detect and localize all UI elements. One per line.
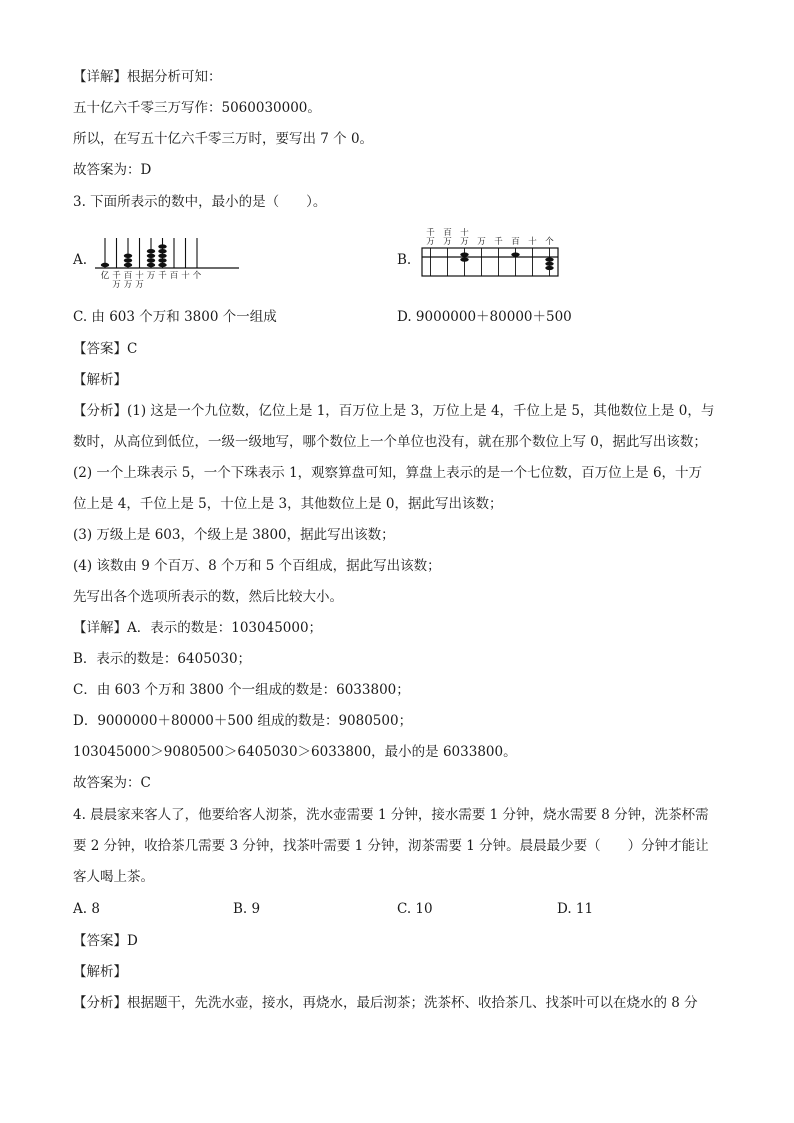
analysis-line: 先写出各个选项所表示的数，然后比较大小。 bbox=[73, 589, 343, 605]
q4-option-b: B. 9 bbox=[233, 901, 261, 917]
place-label-char: 个 bbox=[545, 237, 554, 247]
analysis-line: 【分析】根据题干，先洗水壶，接水，再烧水，最后沏茶；洗茶杯、收拾茶几、找茶叶可以在烧水的 8 分 bbox=[73, 995, 698, 1011]
place-label bbox=[181, 270, 190, 281]
place-label bbox=[170, 271, 179, 281]
analysis-heading-4: 【解析】 bbox=[73, 964, 127, 980]
bead bbox=[158, 263, 166, 267]
place-label-char: 个 bbox=[192, 271, 202, 281]
place-label-char: 十 bbox=[135, 271, 144, 281]
place-label bbox=[477, 237, 486, 247]
analysis-line: (2) 一个上珠表示 5，一个下珠表示 1，观察算盘可知，算盘上表示的是一个七位数，百万位上是 6，十万 bbox=[73, 465, 703, 481]
place-label-char: 千 bbox=[158, 271, 167, 281]
lower-bead bbox=[460, 258, 468, 262]
answer-conclusion: 故答案为：D bbox=[73, 162, 152, 178]
option-b-label: B. bbox=[397, 252, 412, 268]
bead bbox=[147, 254, 155, 258]
place-label bbox=[426, 228, 435, 247]
q4-option-c: C. 10 bbox=[397, 901, 433, 917]
place-label-char: 亿 bbox=[100, 271, 110, 281]
place-label bbox=[124, 271, 133, 290]
bead bbox=[158, 244, 166, 248]
lower-bead bbox=[545, 258, 553, 262]
place-label-char: 千 bbox=[494, 237, 503, 247]
option-a-label: A. bbox=[73, 252, 88, 268]
place-label bbox=[545, 236, 554, 247]
place-label bbox=[101, 270, 110, 281]
place-label bbox=[135, 270, 144, 290]
place-label-char: 百 bbox=[511, 237, 520, 247]
bead bbox=[147, 249, 155, 253]
place-label-char: 万 bbox=[123, 280, 133, 290]
lower-bead bbox=[545, 266, 553, 270]
bead bbox=[158, 249, 166, 253]
text-line: 所以，在写五十亿六千零三万时，要写出 7 个 0。 bbox=[73, 131, 374, 147]
text-line: 五十亿六千零三万写作：5060030000。 bbox=[73, 100, 321, 116]
detail-line: 103045000＞9080500＞6405030＞6033800，最小的是 6033800。 bbox=[73, 744, 517, 760]
option-d: D. 9000000＋80000＋500 bbox=[397, 309, 572, 325]
analysis-line: 数时，从高位到低位，一级一级地写，哪个数位上一个单位也没有，就在那个数位上写 0，据此写出该数； bbox=[73, 434, 707, 450]
bead bbox=[124, 254, 132, 258]
detail-line: D．9000000＋80000＋500 组成的数是：9080500； bbox=[73, 713, 413, 729]
place-label-char: 百 bbox=[169, 271, 179, 281]
place-label-char: 十 bbox=[181, 271, 190, 281]
bead bbox=[101, 263, 109, 267]
bead bbox=[147, 263, 155, 267]
counting-frame-a bbox=[93, 234, 243, 294]
answer-conclusion: 故答案为：C bbox=[73, 775, 151, 791]
bead bbox=[124, 263, 132, 267]
place-label-char: 十 bbox=[528, 237, 537, 247]
place-label-char: 万 bbox=[426, 237, 435, 247]
question-4: 客人喝上茶。 bbox=[73, 869, 154, 885]
place-label-char: 千 bbox=[112, 271, 121, 281]
bead bbox=[158, 258, 166, 262]
detail-line: B．表示的数是：6405030； bbox=[73, 651, 252, 667]
place-label bbox=[511, 237, 520, 247]
upper-bead bbox=[511, 253, 519, 257]
abacus-frame bbox=[422, 248, 558, 276]
analysis-heading-3: 【解析】 bbox=[73, 372, 127, 388]
detail-line: 【详解】A．表示的数是：103045000； bbox=[73, 620, 323, 636]
detail-line: C．由 603 个万和 3800 个一组成的数是：6033800； bbox=[73, 682, 410, 698]
lower-bead bbox=[545, 262, 553, 266]
place-label bbox=[494, 237, 503, 247]
place-label-char: 万 bbox=[443, 237, 452, 247]
option-c: C. 由 603 个万和 3800 个一组成 bbox=[73, 309, 277, 325]
question-4: 要 2 分钟，收拾茶几需要 3 分钟，找茶叶需要 1 分钟，沏茶需要 1 分钟。晨晨最少要（ ）分钟才能让 bbox=[73, 838, 709, 854]
place-label bbox=[460, 228, 469, 247]
place-label-char: 万 bbox=[135, 280, 144, 290]
place-label bbox=[112, 271, 121, 290]
place-label bbox=[193, 270, 202, 281]
answer-4: 【答案】D bbox=[73, 933, 138, 949]
place-label-char: 万 bbox=[146, 271, 156, 281]
place-label-char: 万 bbox=[477, 237, 486, 247]
place-label-char: 百 bbox=[123, 271, 133, 281]
q4-option-a: A. 8 bbox=[73, 901, 100, 917]
place-label bbox=[158, 271, 167, 281]
analysis-line: (3) 万级上是 603，个级上是 3800，据此写出该数； bbox=[73, 527, 395, 543]
question-3: 3. 下面所表示的数中，最小的是（ ）。 bbox=[73, 194, 327, 210]
analysis-line: 位上是 4，千位上是 5，十位上是 3，其他数位上是 0，据此写出该数； bbox=[73, 496, 503, 512]
place-label-char: 十 bbox=[460, 228, 469, 238]
place-label-char: 万 bbox=[112, 280, 121, 290]
place-label bbox=[528, 236, 537, 247]
place-label-char: 千 bbox=[426, 228, 435, 238]
place-label bbox=[147, 271, 156, 281]
abacus-b bbox=[418, 228, 562, 278]
place-label-char: 万 bbox=[460, 237, 469, 247]
bead bbox=[124, 258, 132, 262]
upper-bead bbox=[460, 253, 468, 257]
question-4: 4. 晨晨家来客人了，他要给客人沏茶，洗水壶需要 1 分钟，接水需要 1 分钟，烧水需要 8 分钟，洗茶杯需 bbox=[73, 807, 709, 823]
analysis-line: (4) 该数由 9 个百万、8 个万和 5 个百组成，据此写出该数； bbox=[73, 558, 441, 574]
analysis-line: 【分析】(1) 这是一个九位数，亿位上是 1，百万位上是 3，万位上是 4，千位上是 5，其他数位上是 0，与 bbox=[73, 403, 715, 419]
bead bbox=[158, 254, 166, 258]
detail-heading: 【详解】根据分析可知： bbox=[73, 69, 222, 85]
q4-option-d: D. 11 bbox=[557, 901, 594, 917]
place-label-char: 百 bbox=[443, 228, 452, 238]
answer-3: 【答案】C bbox=[73, 341, 138, 357]
bead bbox=[147, 258, 155, 262]
place-label bbox=[443, 228, 452, 247]
